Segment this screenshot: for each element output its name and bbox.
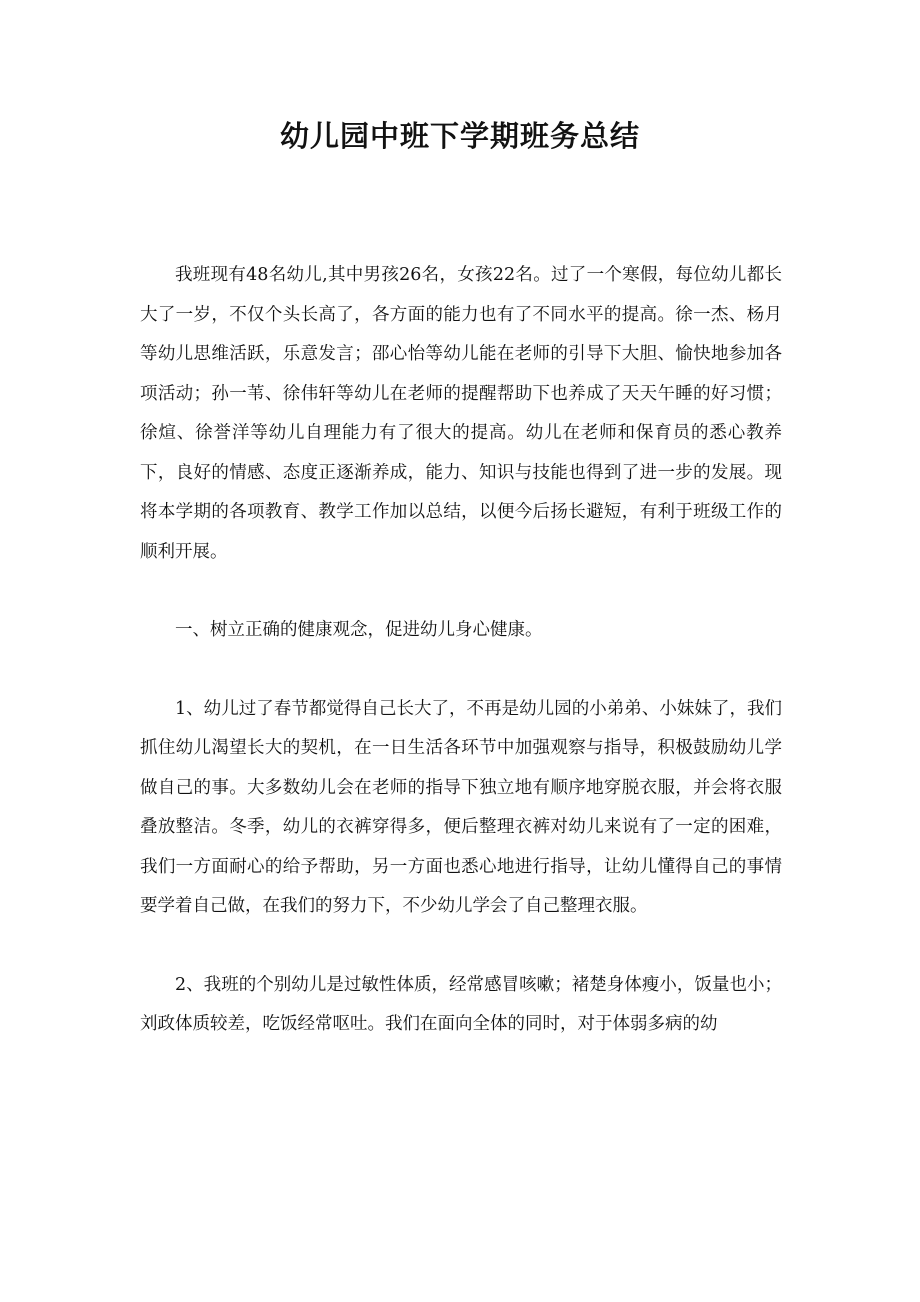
paragraph-spacer [140,927,782,966]
document-body [140,256,782,1045]
paragraph-item-1: 1、幼儿过了春节都觉得自己长大了，不再是幼儿园的小弟弟、小妹妹了，我们抓住幼儿渴望长大的契机，在一日生活各环节中加强观察与指导，积极鼓励幼儿学做自己的事。大多数幼儿会在老师的指导下独立地有顺序地穿脱衣服，并会将衣服叠放整洁。冬季，幼儿的衣裤穿得多，便后整理衣裤对幼儿来说有了一定的困难，我们一方面耐心的给予帮助，另一方面也悉心地进行指导，让幼儿懂得自己的事情要学着自己做，在我们的努力下，不少幼儿学会了自己整理衣服。 [140,698,782,916]
paragraph-spacer [140,651,782,690]
section-heading-1: 一、树立正确的健康观念，促进幼儿身心健康。 [175,620,543,640]
paragraph-spacer [140,572,782,611]
paragraph-item-2: 2、我班的个别幼儿是过敏性体质，经常感冒咳嗽；褚楚身体瘦小，饭量也小；刘政体质较差，吃饭经常呕吐。我们在面向全体的同时，对于体弱多病的幼 [140,974,782,1034]
paragraph-intro: 我班现有48名幼儿,其中男孩26名，女孩22名。过了一个寒假，每位幼儿都长大了一岁，不仅个头长高了，各方面的能力也有了不同水平的提高。徐一杰、杨月等幼儿思维活跃，乐意发言；邵心怡等幼儿能在老师的引导下大胆、愉快地参加各项活动；孙一苇、徐伟轩等幼儿在老师的提醒帮助下也养成了天天午睡的好习惯；徐煊、徐誉洋等幼儿自理能力有了很大的提高。幼儿在老师和保育员的悉心教养下，良好的情感、态度正逐渐养成，能力、知识与技能也得到了进一步的发展。现将本学期的各项教育、教学工作加以总结，以便今后扬长避短，有利于班级工作的顺利开展。 [140,265,782,562]
document-title: 幼儿园中班下学期班务总结 [279,119,640,153]
